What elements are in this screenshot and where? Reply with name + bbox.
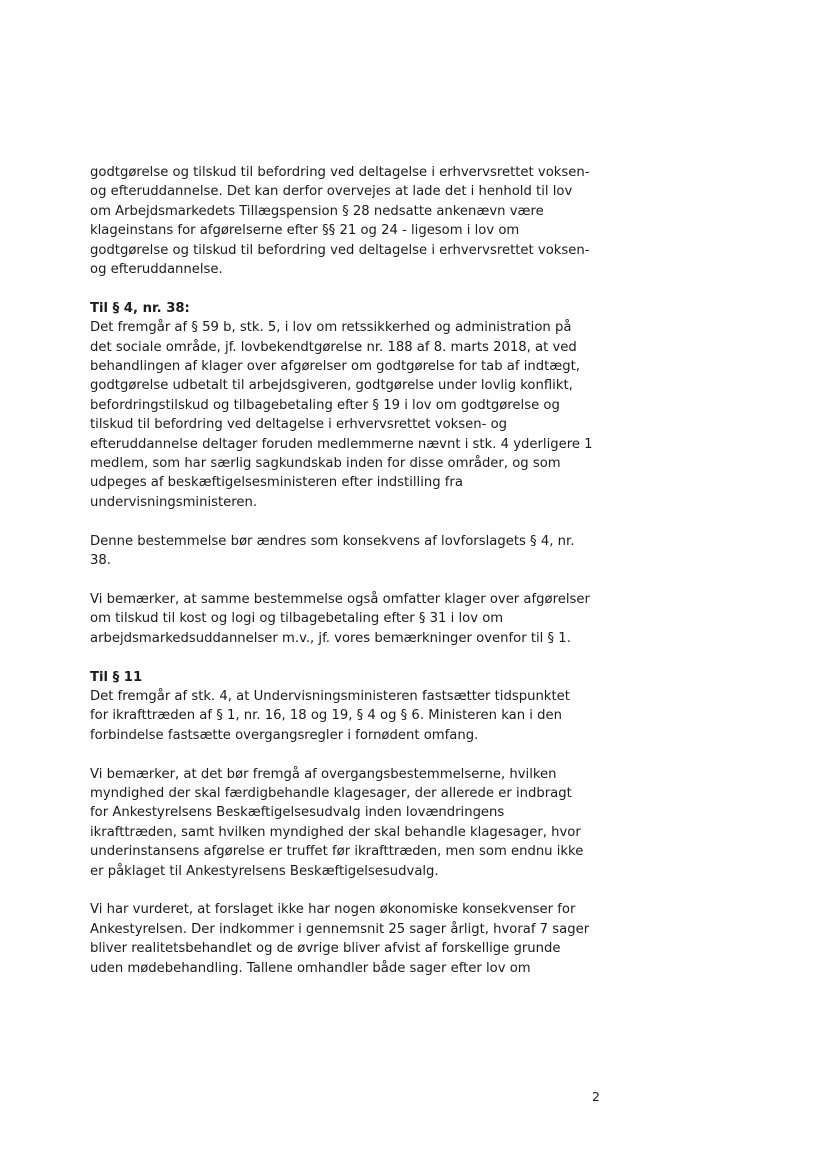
text-line: forbindelse fastsætte overgangsregler i fornødent omfang. <box>90 727 479 743</box>
text-line: udpeges af beskæftigelsesministeren efter indstilling fra <box>90 475 463 491</box>
text-line: godtgørelse og tilskud til befordring ved deltagelse i erhvervsrettet voksen- <box>90 242 590 258</box>
text-line: Vi bemærker, at det bør fremgå af overgangsbestemmelserne, hvilken <box>90 766 557 782</box>
text-line: 38. <box>90 553 111 569</box>
section-11-paragraph-3 <box>90 900 635 978</box>
paragraph-gap <box>90 745 635 764</box>
section-4-38-paragraph-1 <box>90 318 635 512</box>
text-line: Vi har vurderet, at forslaget ikke har nogen økonomiske konsekvenser for <box>90 902 576 918</box>
text-line: uden mødebehandling. Tallene omhandler både sager efter lov om <box>90 960 531 976</box>
paragraph-gap <box>90 571 635 590</box>
section-11-paragraph-2 <box>90 765 635 881</box>
text-line: om tilskud til kost og logi og tilbagebetaling efter § 31 i lov om <box>90 611 504 627</box>
text-line: myndighed der skal færdigbehandle klagesager, der allerede er indbragt <box>90 785 572 801</box>
text-line: arbejdsmarkedsuddannelser m.v., jf. vores bemærkninger ovenfor til § 1. <box>90 630 571 646</box>
text-line: Det fremgår af stk. 4, at Undervisningsministeren fastsætter tidspunktet <box>90 688 570 704</box>
page-number: 2 <box>592 1089 600 1104</box>
text-line: underinstansens afgørelse er truffet før ikrafttræden, men som endnu ikke <box>90 844 584 860</box>
text-line: undervisningsministeren. <box>90 494 258 510</box>
section-heading-11: Til § 11 <box>90 669 143 685</box>
document-body <box>90 163 635 978</box>
section-heading-4-38: Til § 4, nr. 38: <box>90 300 190 316</box>
text-line: godtgørelse udbetalt til arbejdsgiveren, godtgørelse under lovlig konflikt, <box>90 378 573 394</box>
text-line: og efteruddannelse. Det kan derfor overvejes at lade det i henhold til lov <box>90 184 573 200</box>
text-line: Ankestyrelsen. Der indkommer i gennemsnit 25 sager årligt, hvoraf 7 sager <box>90 921 590 937</box>
text-line: for Ankestyrelsens Beskæftigelsesudvalg inden lovændringens <box>90 805 505 821</box>
text-line: om Arbejdsmarkedets Tillægspension § 28 nedsatte ankenævn være <box>90 203 544 219</box>
section-4-38-paragraph-2 <box>90 532 635 571</box>
text-line: befordringstilskud og tilbagebetaling efter § 19 i lov om godtgørelse og <box>90 397 560 413</box>
section-4-38-paragraph-3 <box>90 590 635 648</box>
text-line: godtgørelse og tilskud til befordring ved deltagelse i erhvervsrettet voksen- <box>90 165 590 180</box>
text-line: ikrafttræden, samt hvilken myndighed der skal behandle klagesager, hvor <box>90 824 581 840</box>
paragraph-gap <box>90 279 635 298</box>
text-line: klageinstans for afgørelserne efter §§ 21 og 24 - ligesom i lov om <box>90 223 520 239</box>
paragraph-gap <box>90 881 635 900</box>
paragraph-gap <box>90 648 635 667</box>
text-line: behandlingen af klager over afgørelser om godtgørelse for tab af indtægt, <box>90 359 580 375</box>
text-line: Vi bemærker, at samme bestemmelse også omfatter klager over afgørelser <box>90 591 590 607</box>
text-line: bliver realitetsbehandlet og de øvrige bliver afvist af forskellige grunde <box>90 941 561 957</box>
text-line: Det fremgår af § 59 b, stk. 5, i lov om retssikkerhed og administration på <box>90 320 572 336</box>
section-11-paragraph-1 <box>90 687 635 745</box>
text-line: det sociale område, jf. lovbekendtgørelse nr. 188 af 8. marts 2018, at ved <box>90 339 577 355</box>
text-line: er påklaget til Ankestyrelsens Beskæftigelsesudvalg. <box>90 863 439 879</box>
text-line: tilskud til befordring ved deltagelse i erhvervsrettet voksen- og <box>90 417 508 433</box>
text-line: efteruddannelse deltager foruden medlemmerne nævnt i stk. 4 yderligere 1 <box>90 436 593 452</box>
paragraph-gap <box>90 512 635 531</box>
text-line: og efteruddannelse. <box>90 262 223 278</box>
intro-paragraph <box>90 163 635 279</box>
text-line: for ikrafttræden af § 1, nr. 16, 18 og 19, § 4 og § 6. Ministeren kan i den <box>90 708 562 724</box>
text-line: medlem, som har særlig sagkundskab inden for disse områder, og som <box>90 456 561 472</box>
text-line: Denne bestemmelse bør ændres som konsekvens af lovforslagets § 4, nr. <box>90 533 575 549</box>
